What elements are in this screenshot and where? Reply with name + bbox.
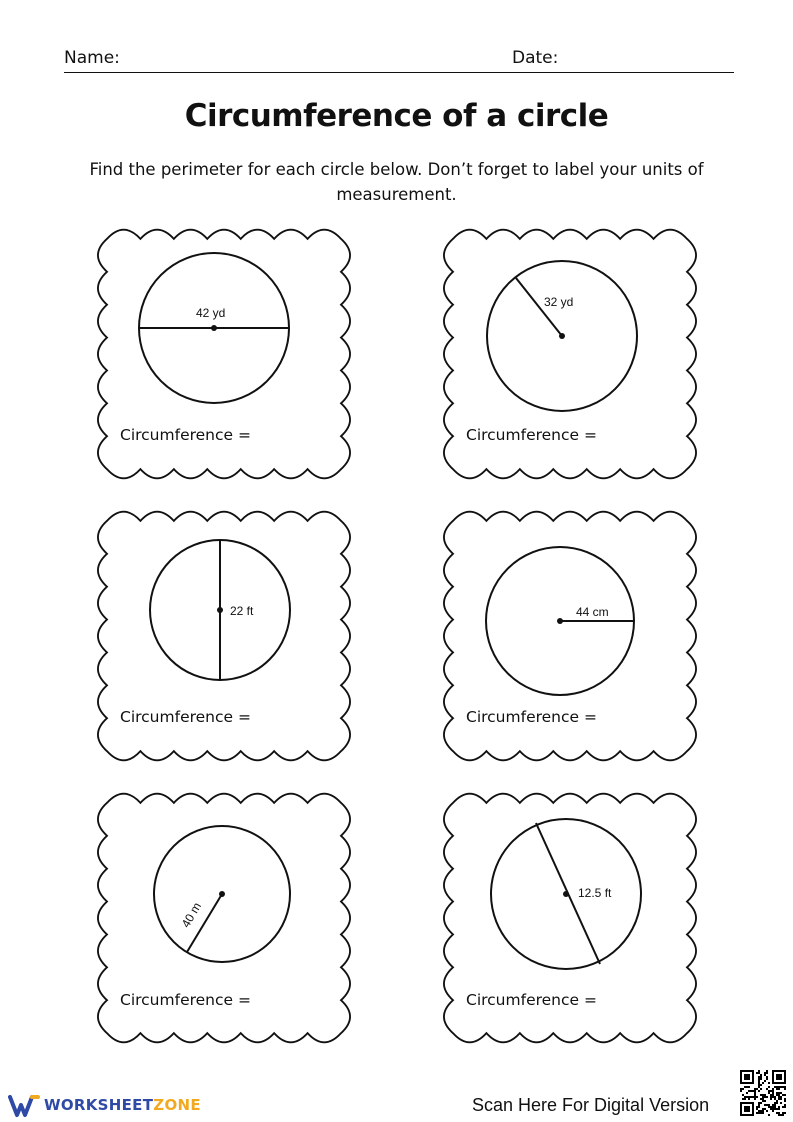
- brand-part-1: WORKSHEET: [44, 1096, 154, 1114]
- measure-label: 40 m: [178, 899, 205, 931]
- answer-label: Circumference =: [466, 708, 597, 726]
- problem-card-4: [438, 506, 702, 766]
- circle-figure: [92, 788, 356, 1048]
- brand-part-2: ZONE: [153, 1096, 201, 1114]
- scan-text: Scan Here For Digital Version: [472, 1095, 710, 1115]
- answer-label: Circumference =: [466, 991, 597, 1009]
- page-title: Circumference of a circle: [184, 98, 609, 134]
- measure-label: 12.5 ft: [578, 886, 612, 900]
- problem-card-2: [438, 224, 702, 484]
- problem-card-1: [92, 224, 356, 484]
- circle-figure: [92, 224, 356, 484]
- problem-card-6: [438, 788, 702, 1048]
- answer-label: Circumference =: [120, 991, 251, 1009]
- measure-label: 32 yd: [544, 295, 574, 309]
- name-label: Name:: [64, 48, 120, 68]
- circle-figure: [438, 788, 702, 1048]
- date-label: Date:: [512, 48, 559, 68]
- answer-label: Circumference =: [466, 426, 597, 444]
- circle-figure: [92, 506, 356, 766]
- measure-label: 44 cm: [576, 605, 609, 619]
- circle-figure: [438, 224, 702, 484]
- measure-label: 42 yd: [196, 306, 226, 320]
- circle-figure: [438, 506, 702, 766]
- brand-name: [44, 1096, 201, 1114]
- problem-card-5: [92, 788, 356, 1048]
- name-date-line: [64, 46, 734, 73]
- qr-code-icon[interactable]: [740, 1070, 786, 1116]
- answer-label: Circumference =: [120, 708, 251, 726]
- answer-label: Circumference =: [120, 426, 251, 444]
- problem-card-3: [92, 506, 356, 766]
- measure-label: 22 ft: [230, 604, 254, 618]
- instructions: Find the perimeter for each circle below. Don’t forget to label your units of measurement.: [89, 160, 704, 204]
- worksheet-zone-logo-icon: [8, 1093, 42, 1119]
